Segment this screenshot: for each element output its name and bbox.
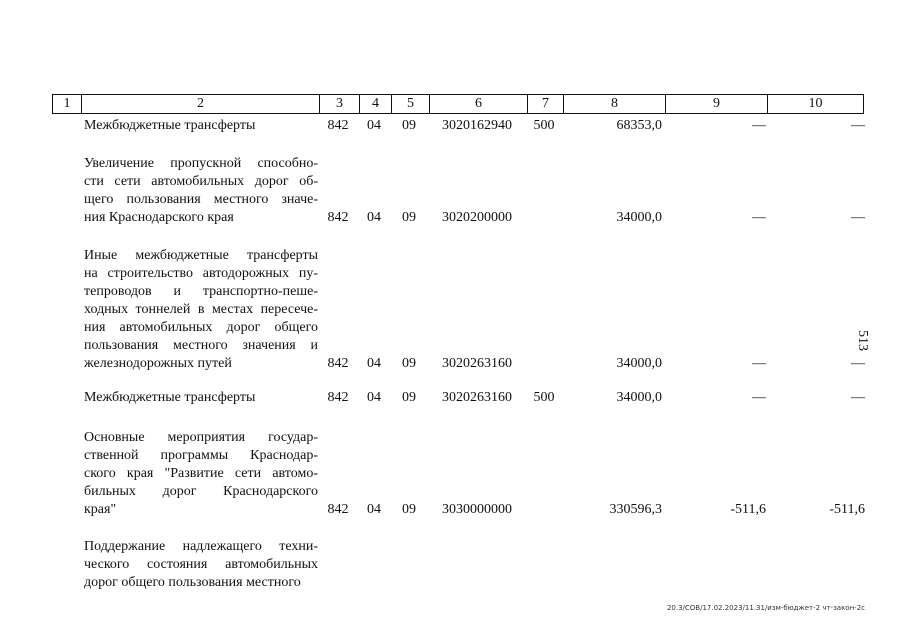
cell-c6: 3020200000 — [442, 210, 512, 225]
cell-c10: -511,6 — [829, 502, 865, 517]
row-name-line: Поддержание надлежащего техни- — [84, 539, 318, 554]
row-name-line: ческого состояния автомобильных — [84, 557, 318, 572]
page-number: 513 — [855, 330, 870, 351]
cell-c4: 04 — [367, 118, 381, 133]
header-col-4: 4 — [359, 95, 391, 113]
cell-c3: 842 — [327, 502, 349, 517]
row-name-line: на строительство автодорожных пу- — [84, 266, 318, 281]
cell-c3: 842 — [327, 118, 349, 133]
cell-c8: 34000,0 — [616, 356, 662, 371]
cell-c10: — — [851, 390, 865, 405]
cell-c9: — — [752, 118, 766, 133]
row-name-line: сти сети автомобильных дорог об- — [84, 174, 318, 189]
cell-c9: -511,6 — [730, 502, 766, 517]
header-col-7: 7 — [527, 95, 563, 113]
cell-c3: 842 — [327, 390, 349, 405]
row-name-line: железнодорожных путей — [84, 356, 232, 371]
cell-c5: 09 — [402, 356, 416, 371]
cell-c9: — — [752, 210, 766, 225]
cell-c7: 500 — [533, 118, 555, 133]
row-name-line: ственной программы Краснодар- — [84, 448, 318, 463]
cell-c8: 330596,3 — [609, 502, 662, 517]
header-col-5: 5 — [391, 95, 429, 113]
cell-c6: 3020162940 — [442, 118, 512, 133]
header-col-8: 8 — [563, 95, 665, 113]
row-name-line: ходных тоннелей в местах пересече- — [84, 302, 318, 317]
row-name-line: щего пользования местного значе- — [84, 192, 318, 207]
cell-c9: — — [752, 356, 766, 371]
row-name-line: бильных дорог Краснодарского — [84, 484, 318, 499]
cell-c5: 09 — [402, 390, 416, 405]
cell-c6: 3020263160 — [442, 356, 512, 371]
row-name-line: Межбюджетные трансферты — [84, 390, 256, 405]
cell-c4: 04 — [367, 210, 381, 225]
cell-c10: — — [851, 118, 865, 133]
cell-c8: 34000,0 — [616, 390, 662, 405]
cell-c6: 3020263160 — [442, 390, 512, 405]
cell-c5: 09 — [402, 502, 416, 517]
footer-code: 20.3/СОВ/17.02.2023/11.31/изм-бюджет-2 чт-закон-2с — [666, 604, 865, 612]
row-name-line: ния Краснодарского края — [84, 210, 234, 225]
header-col-10: 10 — [767, 95, 863, 113]
row-name-line: Межбюджетные трансферты — [84, 118, 256, 133]
row-name-line: Основные мероприятия государ- — [84, 430, 318, 445]
row-name-line: ния автомобильных дорог общего — [84, 320, 318, 335]
cell-c4: 04 — [367, 390, 381, 405]
cell-c10: — — [851, 356, 865, 371]
cell-c3: 842 — [327, 356, 349, 371]
cell-c5: 09 — [402, 118, 416, 133]
cell-c7: 500 — [533, 390, 555, 405]
row-name-line: ского края "Развитие сети автомо- — [84, 466, 318, 481]
cell-c8: 68353,0 — [616, 118, 662, 133]
table-header — [52, 94, 864, 114]
row-name-line: края" — [84, 502, 117, 517]
cell-c3: 842 — [327, 210, 349, 225]
row-name-line: пользования местного значения и — [84, 338, 318, 353]
row-name-line: тепроводов и транспортно-пеше- — [84, 284, 318, 299]
header-col-6: 6 — [429, 95, 527, 113]
row-name-line: Увеличение пропускной способно- — [84, 156, 318, 171]
row-name-line: Иные межбюджетные трансферты — [84, 248, 318, 263]
cell-c5: 09 — [402, 210, 416, 225]
cell-c4: 04 — [367, 356, 381, 371]
cell-c6: 3030000000 — [442, 502, 512, 517]
cell-c4: 04 — [367, 502, 381, 517]
cell-c8: 34000,0 — [616, 210, 662, 225]
header-col-3: 3 — [319, 95, 359, 113]
cell-c9: — — [752, 390, 766, 405]
header-col-9: 9 — [665, 95, 767, 113]
cell-c10: — — [851, 210, 865, 225]
header-col-1: 1 — [63, 96, 71, 111]
header-col-2: 2 — [81, 95, 319, 113]
row-name-line: дорог общего пользования местного — [84, 575, 301, 590]
